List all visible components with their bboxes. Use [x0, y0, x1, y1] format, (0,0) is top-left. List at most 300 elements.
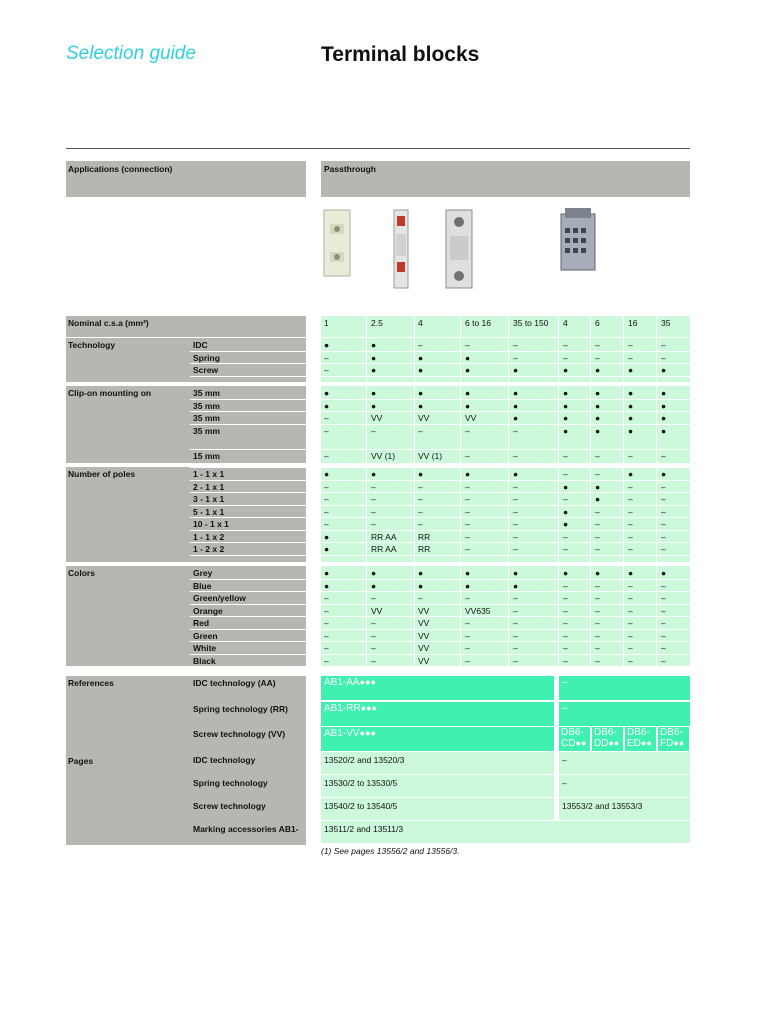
terminal-block-photo-2: [384, 206, 416, 292]
reference-code-bottom: [660, 738, 684, 749]
cell-value: –: [628, 544, 633, 554]
column-divider: [460, 316, 461, 666]
reference-code-top: DB6-: [660, 727, 683, 738]
cell-value: –: [563, 340, 568, 350]
cell-value: ●: [324, 400, 330, 411]
cell-value: –: [628, 655, 633, 666]
cell-value: –: [563, 450, 568, 461]
cell-value: –: [661, 655, 666, 666]
cell-value: –: [563, 531, 568, 542]
cell-value: –: [418, 519, 423, 529]
cell-value: ●: [628, 413, 634, 423]
cell-value: ●: [563, 388, 569, 398]
cell-value: ●: [371, 580, 377, 591]
cell-value: –: [563, 630, 568, 641]
cell-value: ●: [595, 365, 601, 375]
cell-value: ●: [371, 365, 377, 375]
cell-value: –: [324, 643, 329, 653]
reference-right-cell: [559, 676, 690, 700]
cell-value: –: [371, 643, 376, 653]
reference-code-text: AB1-AA: [324, 677, 360, 688]
pages-row-label: Screw technology: [193, 801, 266, 811]
cell-value: ●: [371, 388, 377, 398]
row-divider: [190, 616, 690, 617]
cell-value: –: [465, 450, 470, 461]
selection-guide-title: Selection guide: [66, 43, 196, 64]
cell-value: ●: [418, 400, 424, 411]
pages-left-value: 13520/2 and 13520/3: [324, 755, 405, 765]
cell-value: –: [324, 352, 329, 363]
pages-row-label: Marking accessories AB1-: [193, 824, 299, 834]
group-label-3: Number of poles: [68, 469, 136, 479]
cell-value: ●: [465, 580, 471, 591]
reference-code-top: DB6-: [561, 727, 584, 738]
pages-right-cell: [559, 775, 690, 797]
row-divider: [190, 376, 690, 377]
pages-right-value: 13553/2 and 13553/3: [562, 801, 643, 811]
cell-value: –: [513, 519, 518, 529]
cell-value: –: [513, 643, 518, 653]
spec-labels-panel: [66, 316, 306, 666]
cell-value: –: [563, 605, 568, 616]
cell-value: ●: [371, 469, 377, 479]
column-header-5: 4: [563, 318, 568, 328]
cell-value: –: [661, 481, 666, 492]
cell-value: –: [371, 494, 376, 504]
row-divider: [190, 399, 690, 400]
reference-right-value: –: [562, 677, 568, 688]
reference-code: [324, 703, 377, 714]
cell-value: –: [661, 630, 666, 641]
cell-value: –: [371, 425, 376, 436]
cell-value: VV: [418, 655, 430, 666]
row-divider: [190, 579, 690, 580]
cell-value: –: [418, 481, 423, 492]
row-divider: [190, 424, 690, 425]
reference-code-bottom: [627, 738, 652, 749]
row-label: Black: [193, 655, 216, 666]
cell-value: –: [661, 544, 666, 554]
cell-value: –: [513, 352, 518, 363]
cell-value: ●: [563, 425, 569, 436]
cell-value: ●: [595, 413, 601, 423]
cell-value: –: [661, 352, 666, 363]
cell-value: –: [563, 580, 568, 591]
cell-value: –: [465, 544, 470, 554]
cell-value: –: [324, 506, 329, 517]
footnote: (1) See pages 13556/2 and 13556/3.: [321, 846, 460, 856]
row-label: 35 mm: [193, 413, 220, 423]
cell-value: VV: [371, 413, 383, 423]
cell-value: –: [628, 340, 633, 350]
reference-code-top: DB6-: [627, 727, 650, 738]
nominal-csa-label: Nominal c.s.a (mm²): [68, 318, 149, 328]
cell-value: ●: [324, 340, 330, 350]
row-label: White: [193, 643, 217, 653]
cell-value: –: [324, 450, 329, 461]
cell-value: –: [371, 630, 376, 641]
column-divider: [558, 316, 559, 666]
cell-value: –: [661, 519, 666, 529]
column-header-1: 2.5: [371, 318, 383, 328]
row-label: 1 - 1 x 2: [193, 531, 225, 542]
cell-value: –: [563, 469, 568, 479]
cell-value: ●: [563, 506, 569, 517]
reference-code-bottom-text: FD: [660, 738, 674, 749]
pages-right-value: –: [562, 755, 567, 765]
cell-value: –: [661, 531, 666, 542]
column-header-3: 6 to 16: [465, 318, 491, 328]
cell-value: –: [371, 481, 376, 492]
cell-value: –: [595, 340, 600, 350]
cell-value: ●: [563, 481, 569, 492]
row-label: 35 mm: [193, 388, 220, 398]
cell-value: –: [371, 506, 376, 517]
column-divider: [508, 316, 509, 666]
column-header-7: 16: [628, 318, 638, 328]
cell-value: ●: [465, 388, 471, 398]
row-divider: [190, 542, 690, 543]
cell-value: ●: [513, 388, 519, 398]
cell-value: ●: [595, 400, 601, 411]
row-label: 3 - 1 x 1: [193, 494, 225, 504]
cell-value: –: [465, 593, 470, 603]
reference-code-bottom-dots: ●●: [673, 738, 685, 748]
row-divider: [190, 641, 690, 642]
cell-value: –: [324, 593, 329, 603]
cell-value: ●: [324, 469, 330, 479]
reference-code-dots: ●●●: [360, 703, 377, 713]
cell-value: VV635: [465, 605, 491, 616]
cell-value: –: [465, 630, 470, 641]
references-label: References: [68, 678, 114, 688]
cell-value: VV: [418, 630, 430, 641]
passthrough-label: Passthrough: [324, 164, 376, 174]
reference-code-bottom-dots: ●●: [640, 738, 652, 748]
pages-left-value: 13511/2 and 13511/3: [324, 824, 404, 834]
cell-value: ●: [513, 568, 519, 578]
cell-value: ●: [628, 365, 634, 375]
cell-value: ●: [324, 580, 330, 591]
row-label: 5 - 1 x 1: [193, 506, 225, 517]
reference-code-bottom-dots: ●●: [575, 738, 587, 748]
cell-value: RR: [418, 544, 431, 554]
cell-value: –: [595, 519, 600, 529]
row-divider: [190, 666, 690, 667]
cell-value: ●: [595, 481, 601, 492]
cell-value: ●: [628, 425, 634, 436]
cell-value: ●: [563, 413, 569, 423]
reference-row-label: Spring technology (RR): [193, 704, 288, 714]
cell-value: –: [628, 630, 633, 641]
cell-value: ●: [465, 352, 471, 363]
cell-value: –: [628, 450, 633, 461]
cell-value: –: [324, 618, 329, 628]
cell-value: ●: [324, 531, 330, 542]
group-gap: [66, 463, 690, 467]
row-label: 35 mm: [193, 425, 220, 436]
cell-value: –: [628, 643, 633, 653]
cell-value: –: [324, 413, 329, 423]
cell-value: –: [513, 605, 518, 616]
applications-label: Applications (connection): [68, 164, 173, 174]
pages-right-value: –: [562, 778, 567, 788]
cell-value: RR AA: [371, 531, 397, 542]
group-label-2: Clip-on mounting on: [68, 388, 152, 398]
cell-value: –: [661, 580, 666, 591]
cell-value: –: [513, 531, 518, 542]
cell-value: ●: [661, 413, 667, 423]
cell-value: –: [465, 340, 470, 350]
row-label: Orange: [193, 605, 223, 616]
row-label: IDC: [193, 340, 208, 350]
cell-value: –: [595, 450, 600, 461]
reference-code: [324, 728, 376, 739]
cell-value: –: [595, 630, 600, 641]
cell-value: RR: [418, 531, 431, 542]
row-divider: [190, 411, 690, 412]
row-divider: [190, 517, 690, 518]
cell-value: –: [628, 481, 633, 492]
cell-value: ●: [418, 352, 424, 363]
cell-value: ●: [324, 568, 330, 578]
cell-value: –: [661, 605, 666, 616]
cell-value: RR AA: [371, 544, 397, 554]
cell-value: –: [595, 506, 600, 517]
cell-value: ●: [595, 568, 601, 578]
pages-right-cell: [559, 752, 690, 774]
cell-value: –: [595, 352, 600, 363]
cell-value: –: [513, 593, 518, 603]
cell-value: –: [465, 506, 470, 517]
row-divider: [190, 555, 690, 556]
cell-value: –: [465, 618, 470, 628]
pages-left-value: 13530/2 to 13530/5: [324, 778, 398, 788]
cell-value: –: [563, 544, 568, 554]
cell-value: ●: [324, 544, 330, 554]
cell-value: –: [513, 450, 518, 461]
cell-value: –: [595, 544, 600, 554]
cell-value: ●: [661, 469, 667, 479]
row-divider: [190, 351, 690, 352]
cell-value: VV: [418, 413, 430, 423]
reference-code-bottom-dots: ●●: [608, 738, 620, 748]
pages-row-label: IDC technology: [193, 755, 256, 765]
column-divider: [366, 316, 367, 666]
column-header-6: 6: [595, 318, 600, 328]
cell-value: ●: [661, 568, 667, 578]
cell-value: –: [465, 494, 470, 504]
cell-value: –: [595, 469, 600, 479]
column-divider: [590, 316, 591, 666]
cell-value: –: [628, 519, 633, 529]
cell-value: ●: [418, 469, 424, 479]
cell-value: ●: [661, 425, 667, 436]
cell-value: VV (1): [418, 450, 443, 461]
cell-value: VV: [371, 605, 383, 616]
terminal-block-photo-3: [438, 206, 478, 292]
cell-value: –: [513, 494, 518, 504]
cell-value: –: [418, 506, 423, 517]
row-divider: [190, 505, 690, 506]
cell-value: –: [324, 519, 329, 529]
reference-row-label: Screw technology (VV): [193, 729, 286, 739]
cell-value: ●: [513, 400, 519, 411]
cell-value: ●: [465, 365, 471, 375]
cell-value: –: [324, 425, 329, 436]
cell-value: –: [513, 544, 518, 554]
reference-code-text: AB1-VV: [324, 728, 360, 739]
cell-value: –: [513, 506, 518, 517]
row-label: Blue: [193, 580, 212, 591]
cell-value: ●: [628, 400, 634, 411]
cell-value: ●: [563, 568, 569, 578]
terminal-block-photo-1: [318, 206, 358, 280]
cell-value: –: [324, 365, 329, 375]
group-gap: [66, 382, 690, 386]
cell-value: ●: [661, 388, 667, 398]
cell-value: VV (1): [371, 450, 396, 461]
row-divider: [190, 604, 690, 605]
row-label: Screw: [193, 365, 219, 375]
row-label: 2 - 1 x 1: [193, 481, 225, 492]
column-header-4: 35 to 150: [513, 318, 549, 328]
row-label: 1 - 1 x 1: [193, 469, 225, 479]
cell-value: –: [628, 506, 633, 517]
cell-value: –: [371, 519, 376, 529]
cell-value: –: [661, 340, 666, 350]
reference-code-top: DB6-: [594, 727, 617, 738]
cell-value: –: [465, 531, 470, 542]
cell-value: –: [418, 340, 423, 350]
cell-value: –: [513, 655, 518, 666]
cell-value: –: [628, 494, 633, 504]
cell-value: ●: [661, 365, 667, 375]
pages-left-value: 13540/2 to 13540/5: [324, 801, 398, 811]
row-label: Spring: [193, 352, 220, 363]
cell-value: ●: [628, 568, 634, 578]
cell-value: –: [324, 605, 329, 616]
reference-right-value: –: [562, 703, 568, 714]
cell-value: ●: [595, 494, 601, 504]
cell-value: –: [513, 630, 518, 641]
cell-value: –: [465, 481, 470, 492]
cell-value: ●: [371, 340, 377, 350]
row-divider: [190, 591, 690, 592]
row-divider: [190, 363, 690, 364]
cell-value: VV: [465, 413, 477, 423]
cell-value: –: [628, 605, 633, 616]
cell-value: –: [324, 630, 329, 641]
group-label-4: Colors: [68, 568, 95, 578]
cell-value: ●: [595, 388, 601, 398]
cell-value: –: [628, 352, 633, 363]
cell-value: ●: [418, 388, 424, 398]
cell-value: –: [465, 643, 470, 653]
row-divider: [190, 449, 690, 450]
cell-value: –: [661, 506, 666, 517]
cell-value: ●: [513, 469, 519, 479]
cell-value: –: [661, 643, 666, 653]
cell-value: –: [595, 618, 600, 628]
cell-value: –: [418, 494, 423, 504]
cell-value: ●: [371, 352, 377, 363]
cell-value: –: [595, 655, 600, 666]
cell-value: ●: [661, 400, 667, 411]
reference-right-cell: [559, 702, 690, 726]
cell-value: ●: [513, 365, 519, 375]
terminal-block-photo-4: [555, 206, 601, 276]
pages-label: Pages: [68, 756, 94, 766]
group-label-1: Technology: [68, 340, 116, 350]
row-divider: [190, 530, 690, 531]
cell-value: ●: [418, 580, 424, 591]
cell-value: ●: [563, 519, 569, 529]
cell-value: ●: [563, 365, 569, 375]
header-divider: [66, 148, 690, 149]
cell-value: ●: [465, 469, 471, 479]
cell-value: –: [563, 655, 568, 666]
cell-value: –: [628, 580, 633, 591]
row-divider: [190, 480, 690, 481]
cell-value: –: [595, 605, 600, 616]
reference-row-label: IDC technology (AA): [193, 678, 276, 688]
cell-value: –: [628, 618, 633, 628]
column-divider: [656, 316, 657, 666]
cell-value: –: [661, 450, 666, 461]
row-label: Red: [193, 618, 210, 628]
cell-value: –: [371, 618, 376, 628]
cell-value: –: [371, 593, 376, 603]
passthrough-panel: [321, 161, 690, 197]
row-label: 1 - 2 x 2: [193, 544, 225, 554]
references-labels-panel: [66, 676, 306, 845]
cell-value: –: [418, 593, 423, 603]
row-divider: [190, 629, 690, 630]
cell-value: ●: [628, 388, 634, 398]
page-title: Terminal blocks: [321, 43, 480, 66]
cell-value: ●: [595, 425, 601, 436]
cell-value: –: [563, 352, 568, 363]
cell-value: ●: [513, 580, 519, 591]
cell-value: –: [661, 618, 666, 628]
column-header-0: 1: [324, 318, 329, 328]
cell-value: –: [595, 593, 600, 603]
reference-code-text: AB1-RR: [324, 703, 361, 714]
cell-value: –: [513, 618, 518, 628]
cell-value: –: [563, 643, 568, 653]
cell-value: –: [513, 340, 518, 350]
cell-value: ●: [465, 400, 471, 411]
reference-code-bottom-text: ED: [627, 738, 641, 749]
cell-value: ●: [563, 400, 569, 411]
cell-value: ●: [465, 568, 471, 578]
cell-value: ●: [371, 568, 377, 578]
cell-value: –: [628, 531, 633, 542]
reference-code-dots: ●●●: [359, 677, 376, 687]
cell-value: ●: [418, 365, 424, 375]
row-label: Grey: [193, 568, 213, 578]
row-label: Green: [193, 630, 218, 641]
cell-value: VV: [418, 643, 430, 653]
reference-code-bottom-text: CD: [561, 738, 576, 749]
cell-value: –: [465, 425, 470, 436]
row-divider: [190, 492, 690, 493]
row-divider: [190, 654, 690, 655]
pages-row-label: Spring technology: [193, 778, 268, 788]
cell-value: ●: [418, 568, 424, 578]
cell-value: –: [661, 494, 666, 504]
